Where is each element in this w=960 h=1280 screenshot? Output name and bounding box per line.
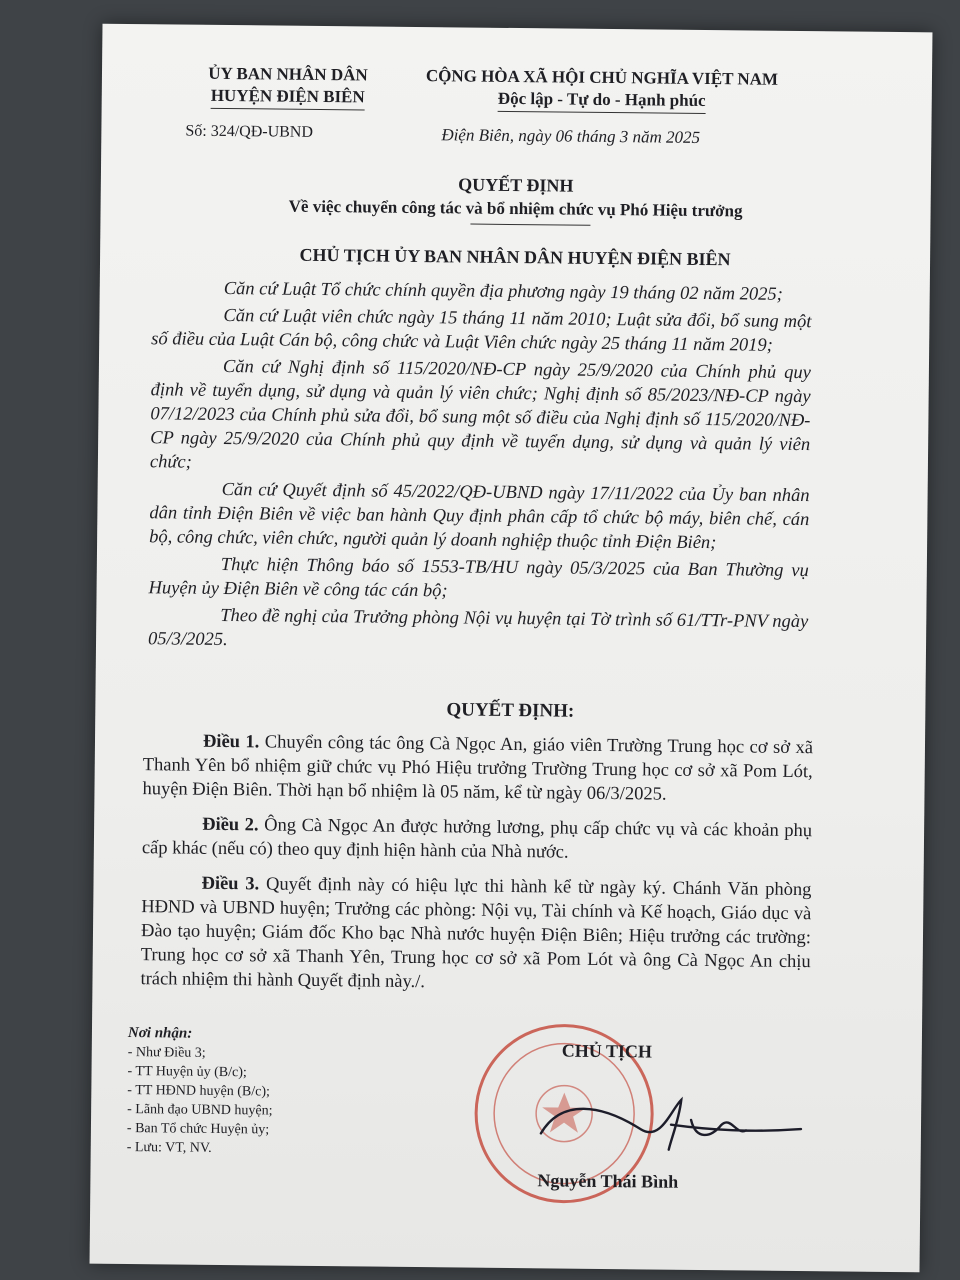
list-item: - TT HĐND huyện (B/c); [127,1083,270,1100]
document-page [90,24,933,1273]
basis-item: Căn cứ Luật viên chức ngày 15 tháng 11 năm 2010; Luật sửa đổi, bổ sung một số điều của Luật Cán bộ, công chức và Luật Viên chức ngày 25 tháng 11 năm 2019; [151,305,812,356]
basis-item: Căn cứ Quyết định số 45/2022/QĐ-UBND ngày 17/11/2022 của Ủy ban nhân dân tỉnh Điện Biên về việc ban hành Quy định phân cấp tổ chức bộ máy, biên chế, cán bộ, công chức, viên chức, người quản lý doanh nghiệp thuộc tỉnh Điện Biên; [149,479,810,554]
list-item: - Lãnh đạo UBND huyện; [127,1102,273,1119]
handwritten-signature [521,1078,812,1171]
basis-item: Căn cứ Nghị định số 115/2020/NĐ-CP ngày 25/9/2020 của Chính phủ quy định về tuyển dụng, sử dụng và quản lý viên chức; Nghị định số 85/2023/NĐ-CP ngày 07/12/2023 của Chính phủ sửa đổi, bổ sung một số điều của Nghị định số 115/2020/NĐ-CP ngày 25/9/2020 của Chính phủ quy định về tuyển dụng, sử dụng và quản lý viên chức; [149,356,811,473]
article-1 [142,729,813,808]
article-label: Điều 2. [202,814,259,836]
issuer-heading: CHỦ TỊCH ỦY BAN NHÂN DÂN HUYỆN ĐIỆN BIÊN [299,244,731,270]
basis-item: Theo đề nghị của Trưởng phòng Nội vụ huyện tại Tờ trình số 61/TTr-PNV ngày 05/3/2025. [147,605,809,651]
issuing-authority [178,62,398,110]
article-text: Quyết định này có hiệu lực thi hành kể từ ngày ký. Chánh Văn phòng HĐND và UBND huyện; Trưởng các phòng: Nội vụ, Tài chính và Kế hoạch, Giáo dục và Đào tạo huyện; Giám đốc Kho bạc Nhà nước huyện Điện Biên; Hiệu trưởng các trường: Trung học cơ sở xã Thanh Yên, Trung học cơ sở xã Pom Lót và ông Cà Ngọc An chịu trách nhiệm thi hành Quyết định này./. [140,874,812,993]
article-2 [142,812,812,867]
signer-name: Nguyễn Thái Bình [537,1170,679,1192]
list-item: - Lưu: VT, NV. [126,1140,212,1156]
document-subtitle: Về việc chuyển công tác và bổ nhiệm chức vụ Phó Hiệu trưởng [288,196,743,221]
decision-heading: QUYẾT ĐỊNH: [446,699,575,722]
document-number: Số: 324/QĐ-UBND [185,122,314,141]
article-text: Ông Cà Ngọc An được hưởng lương, phụ cấp chức vụ và các khoản phụ cấp khác (nếu có) theo quy định hiện hành của Nhà nước. [141,815,813,863]
articles [140,729,813,1009]
list-item: - TT Huyện ủy (B/c); [127,1064,247,1081]
basis-item: Căn cứ Luật Tổ chức chính quyền địa phương ngày 19 tháng 02 năm 2025; [223,278,783,305]
article-3 [140,871,811,998]
authority-line-1: ỦY BAN NHÂN DÂN [208,63,368,85]
list-item: - Ban Tổ chức Huyện ủy; [126,1121,270,1138]
authority-line-2: HUYỆN ĐIỆN BIÊN [178,84,398,110]
article-label: Điều 3. [201,873,260,895]
chairman-title: CHỦ TỊCH [561,1040,653,1062]
recipients-label: Nơi nhận: [127,1025,193,1042]
recipients-list [127,1043,274,1159]
document-title: QUYẾT ĐỊNH [458,174,574,196]
article-text: Chuyển công tác ông Cà Ngọc An, giáo viên Trường Trung học cơ sở xã Thanh Yên bổ nhiệm giữ chức vụ Phó Hiệu trưởng Trường Trung học cơ sở xã Pom Lót, huyện Điện Biên. Thời hạn bổ nhiệm là 05 năm, kể từ ngày 06/3/2025. [142,732,814,805]
national-motto [392,65,812,115]
nation-name: CỘNG HÒA XÃ HỘI CHỦ NGHĨA VIỆT NAM [425,66,779,89]
legal-bases [148,276,812,661]
list-item: - Như Điều 3; [127,1045,206,1061]
basis-item: Thực hiện Thông báo số 1553-TB/HU ngày 05/3/2025 của Ban Thường vụ Huyện ủy Điện Biên về công tác cán bộ; [148,554,809,602]
place-date: Điện Biên, ngày 06 tháng 3 năm 2025 [441,125,701,147]
article-label: Điều 1. [202,731,260,753]
motto: Độc lập - Tự do - Hạnh phúc [392,87,812,115]
recipients-block [127,1024,274,1159]
subtitle-underline [470,224,590,226]
